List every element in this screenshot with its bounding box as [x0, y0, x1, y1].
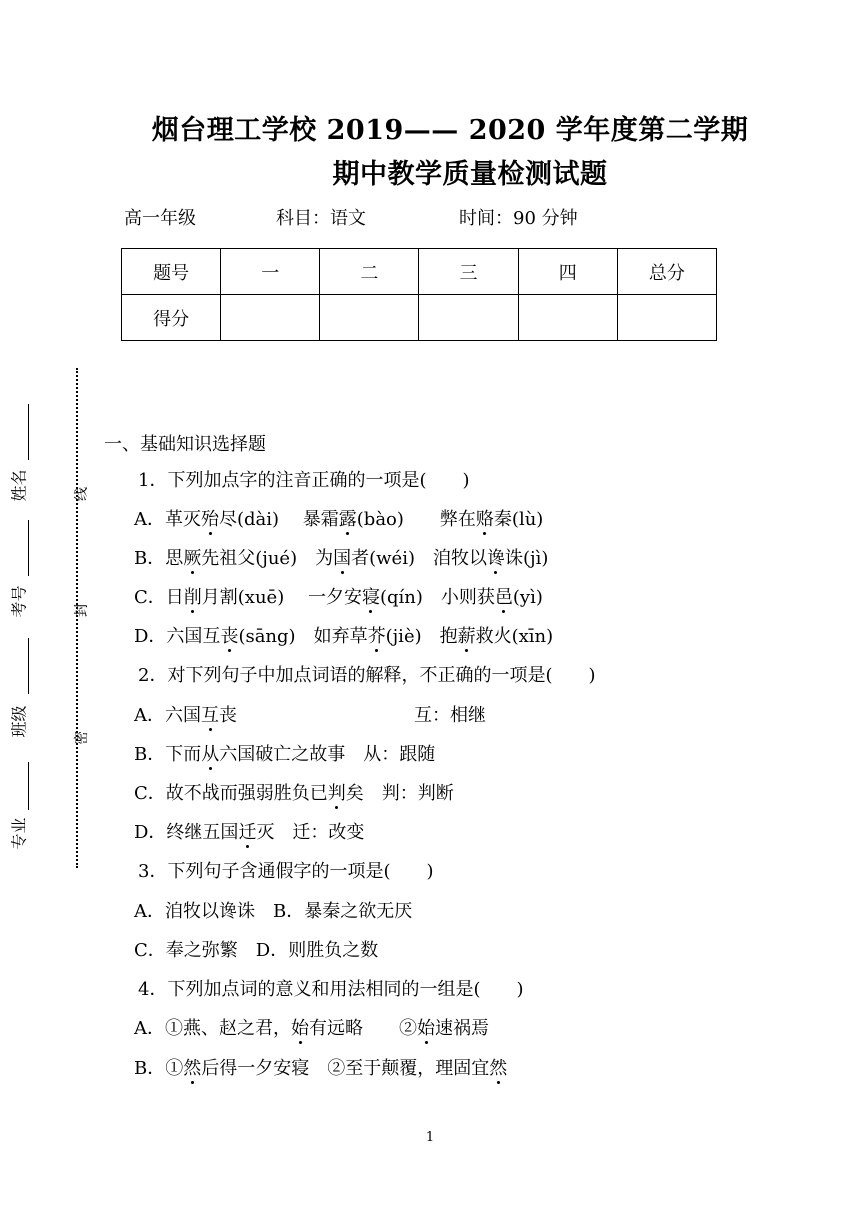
text: D．终继五国	[134, 822, 239, 843]
text: A．六国	[134, 705, 201, 726]
score-table	[121, 248, 717, 341]
dotted-char: 厥	[183, 548, 202, 569]
text: 速祸焉	[435, 1018, 489, 1039]
q3-stem: 3．下列句子含通假字的一项是( )	[138, 861, 434, 882]
score-cell[interactable]	[419, 295, 518, 341]
text: (qín) 小则获	[379, 587, 495, 608]
score-cell[interactable]	[617, 295, 716, 341]
section-heading: 一、基础知识选择题	[104, 434, 266, 455]
score-cell[interactable]	[221, 295, 320, 341]
dotted-char: 薪	[457, 626, 476, 647]
text: 迁：改变	[274, 822, 365, 843]
text: B．思	[134, 548, 184, 569]
score-header-cell: 一	[221, 249, 320, 295]
exam-title-line2: 期中教学质量检测试题	[332, 159, 608, 190]
q2-option-b	[134, 740, 435, 766]
q4-option-a	[134, 1014, 489, 1040]
dotted-char: 丧	[220, 626, 239, 647]
dotted-char: 始	[291, 1018, 309, 1039]
dotted-char: 露	[338, 509, 357, 530]
text: (sāng) 如弃草	[238, 626, 368, 647]
dotted-char: 削	[183, 587, 202, 608]
exam-no-blank	[28, 520, 30, 576]
text: 六国破亡之故事	[219, 744, 346, 765]
text: C．日	[134, 587, 184, 608]
dotted-char: 芥	[367, 626, 386, 647]
grade-label: 高一年级	[124, 208, 196, 229]
text: 有远略 ②	[309, 1018, 417, 1039]
page-number: 1	[425, 1130, 435, 1145]
q2-option-c	[134, 779, 454, 805]
q2-option-d	[134, 818, 364, 844]
text: 救火(xīn)	[475, 626, 554, 647]
exam-no-label: 考号	[9, 585, 29, 618]
q2-stem: 2．对下列句子中加点词语的解释，不正确的一项是( )	[138, 665, 596, 686]
text: B．①	[134, 1058, 184, 1079]
dotted-char: 始	[417, 1018, 435, 1039]
q3-options-cd: C．奉之弥繁 D．则胜负之数	[134, 940, 379, 961]
binding-feng: 封	[74, 603, 90, 617]
score-header-cell: 四	[518, 249, 617, 295]
binding-mi: 密	[74, 731, 90, 745]
q3-options-ab: A．洎牧以谗诛 B．暴秦之欲无厌	[134, 901, 413, 922]
text: 月割(xuē) 一夕安	[201, 587, 362, 608]
score-table-score-row	[122, 295, 717, 341]
q1-option-b	[134, 544, 548, 570]
score-header-cell: 总分	[617, 249, 716, 295]
score-cell[interactable]	[518, 295, 617, 341]
q4-stem: 4．下列加点词的意义和用法相同的一组是( )	[138, 979, 524, 1000]
major-blank	[28, 762, 30, 810]
major-label: 专业	[9, 817, 29, 850]
text: 者(wéi) 洎牧以	[351, 548, 487, 569]
text: 后得一夕安寝 ②至于颠覆，理固宜	[201, 1058, 490, 1079]
text: (bào) 弊在	[356, 509, 476, 530]
class-blank	[28, 638, 30, 694]
text: B．下而	[134, 744, 202, 765]
score-cell[interactable]	[320, 295, 419, 341]
text: A．①燕、赵之君，	[134, 1018, 291, 1039]
text: 丧	[219, 705, 237, 726]
text: 矣	[345, 783, 364, 804]
text: 秦(lù)	[493, 509, 544, 530]
score-table-header-row	[122, 249, 717, 295]
dotted-char: 迁	[238, 822, 257, 843]
text: (yì)	[512, 587, 543, 608]
q1-option-d	[134, 622, 553, 648]
binding-xian: 线	[74, 487, 90, 501]
q4-option-b	[134, 1054, 507, 1080]
score-header-cell: 三	[419, 249, 518, 295]
dotted-char: 寝	[361, 587, 380, 608]
q2-option-a-explain: 互：相继	[414, 705, 486, 726]
text: A．革灭	[134, 509, 201, 530]
name-label: 姓名	[9, 469, 29, 502]
dotted-char: 然	[183, 1058, 202, 1079]
dotted-char: 殆	[201, 509, 219, 530]
score-header-cell: 二	[320, 249, 419, 295]
q1-stem: 1．下列加点字的注音正确的一项是( )	[138, 470, 470, 491]
dotted-char: 然	[489, 1058, 508, 1079]
dotted-char: 互	[201, 705, 219, 726]
score-header-cell: 题号	[122, 249, 221, 295]
exam-title-line1: 烟台理工学校 2019—— 2020 学年度第二学期	[151, 115, 749, 146]
binding-dotted-line	[76, 368, 78, 868]
dotted-char: 邑	[494, 587, 513, 608]
dotted-char: 谗	[486, 548, 505, 569]
text: D．六国互	[134, 626, 221, 647]
text: 诛(jì)	[504, 548, 549, 569]
class-label: 班级	[9, 705, 29, 738]
dotted-char: 赂	[475, 509, 494, 530]
text: 从：跟随	[345, 744, 436, 765]
q1-option-a	[134, 505, 543, 531]
dotted-char: 国	[333, 548, 352, 569]
subject-label: 科目：语文	[276, 208, 366, 229]
q2-option-a	[134, 701, 237, 727]
text: 尽(dài) 暴霜	[219, 509, 339, 530]
text: (jiè) 抱	[385, 626, 458, 647]
dotted-char: 从	[201, 744, 220, 765]
text: 判：判断	[363, 783, 454, 804]
text: 灭	[256, 822, 275, 843]
time-label: 时间：90 分钟	[459, 208, 578, 229]
text: C．故不战而强弱胜负已	[134, 783, 328, 804]
score-row-label: 得分	[122, 295, 221, 341]
q1-option-c	[134, 583, 543, 609]
text: 先祖父(jué) 为	[201, 548, 334, 569]
dotted-char: 判	[327, 783, 346, 804]
name-blank	[28, 404, 30, 460]
